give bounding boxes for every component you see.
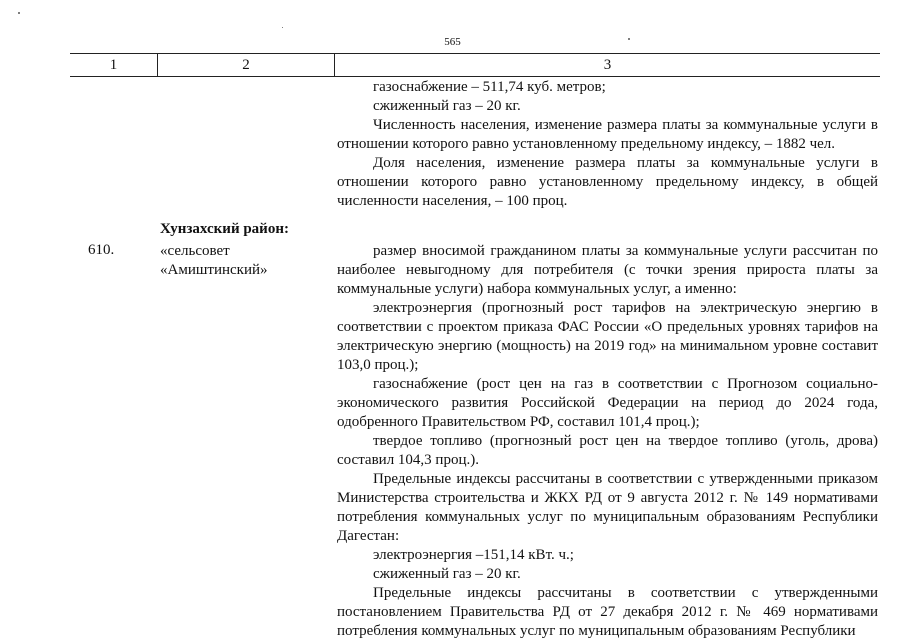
scan-speck xyxy=(628,38,630,40)
row-description xyxy=(337,242,878,641)
column-header-2: 2 xyxy=(158,54,335,76)
district-heading: Хунзахский район: xyxy=(160,221,289,237)
population-share-paragraph: Доля населения, изменение размера платы за коммунальные услуги в отношении которого равно установленному предельному индексу, в общей численности населения, – 100 проц. xyxy=(337,155,878,209)
description-paragraph-4: твердое топливо (прогнозный рост цен на твердое топливо (уголь, дрова) составил 104,3 проц.). xyxy=(337,433,878,468)
scan-speck xyxy=(18,12,20,14)
table-header-row xyxy=(70,53,880,77)
municipality-name xyxy=(160,242,330,280)
description-paragraph-3: газоснабжение (рост цен на газ в соответствии с Прогнозом социально-экономического развития Российской Федерации на период до 2024 года, одобренного Правительством РФ, составил 101,4 проц.); xyxy=(337,376,878,430)
column-header-1: 1 xyxy=(70,54,158,76)
description-paragraph-7: сжиженный газ – 20 кг. xyxy=(373,566,521,582)
gas-supply-norm: газоснабжение – 511,74 куб. метров; xyxy=(373,79,606,95)
description-paragraph-5: Предельные индексы рассчитаны в соответствии с утвержденными приказом Министерства строительства и ЖКХ РД от 9 августа 2012 г. № 149 нормативами потребления коммунальных услуг по муниципальным образованиям Республики Дагестан: xyxy=(337,471,878,544)
description-paragraph-8: Предельные индексы рассчитаны в соответствии с утвержденными постановлением Правительства РД от 27 декабря 2012 г. № 469 нормативами потребления коммунальных услуг по муниципальным образованиям Республики xyxy=(337,585,878,639)
description-paragraph-6: электроэнергия –151,14 кВт. ч.; xyxy=(373,547,574,563)
row-number: 610. xyxy=(88,242,115,258)
column-header-3: 3 xyxy=(603,57,612,73)
description-paragraph-1: размер вносимой гражданином платы за коммунальные услуги рассчитан по наиболее невыгодному для потребителя (с точки зрения прироста платы за коммунальные услуги) набора коммунальных услуг, а именно: xyxy=(337,243,878,297)
liquefied-gas-norm: сжиженный газ – 20 кг. xyxy=(373,98,521,114)
page-number: 565 xyxy=(444,36,461,48)
description-paragraph-2: электроэнергия (прогнозный рост тарифов на электрическую энергию в соответствии с проектом приказа ФАС России «О предельных уровнях тарифов на электрическую энергию (мощность) на 2019 год» на минимальном уровне составит 103,0 проц.); xyxy=(337,300,878,373)
municipality-line-2: «Амиштинский» xyxy=(160,262,268,278)
previous-entry-text xyxy=(337,78,878,211)
municipality-line-1: «сельсовет xyxy=(160,243,230,259)
population-count-paragraph: Численность населения, изменение размера платы за коммунальные услуги в отношении которого равно установленному предельному индексу, – 1882 чел. xyxy=(337,117,878,152)
scan-speck xyxy=(282,27,283,28)
